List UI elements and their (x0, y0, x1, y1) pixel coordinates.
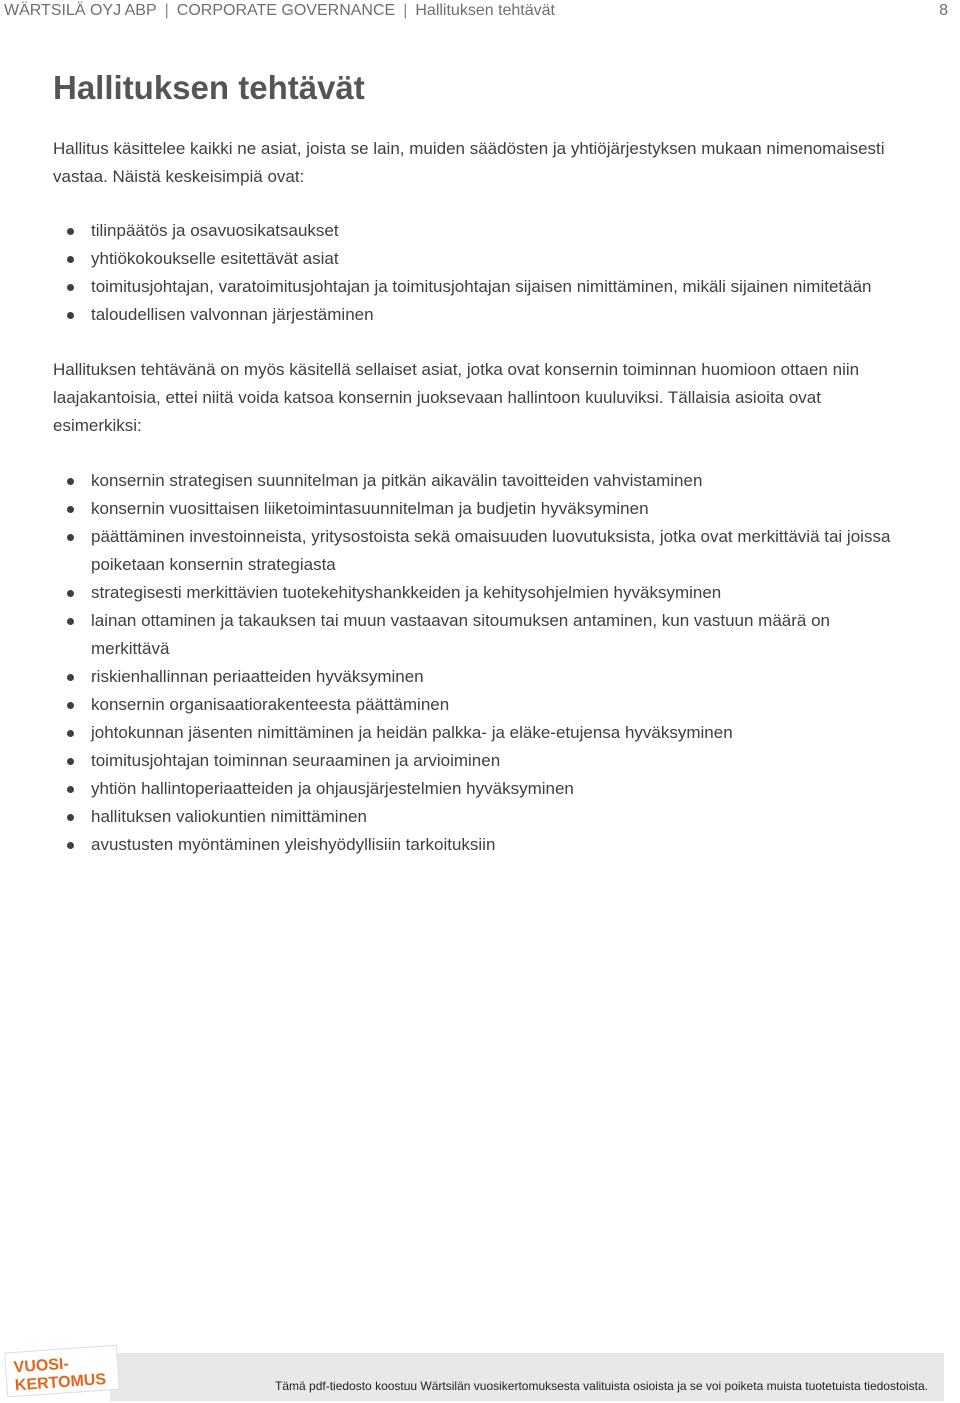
list-item (53, 467, 913, 495)
bullet-icon (67, 786, 74, 793)
list-item-text: yhtiökokoukselle esitettävät asiat (91, 249, 339, 268)
page-title: Hallituksen tehtävät (53, 69, 365, 106)
bullet-icon (67, 312, 74, 319)
list-item-text: päättäminen investoinneista, yritysostoista sekä omaisuuden luovutuksista, jotka ovat merkittäviä tai joissa poiketaan konsernin strategiasta (91, 527, 891, 574)
page-number: 8 (939, 2, 948, 19)
list-item (53, 523, 913, 579)
list-item (53, 495, 913, 523)
bullet-icon (67, 534, 74, 541)
header-page-title: Hallituksen tehtävät (415, 2, 555, 19)
bullet-icon (67, 506, 74, 513)
list-item (53, 245, 913, 273)
list-item (53, 775, 913, 803)
bullet-icon (67, 256, 74, 263)
second-paragraph: Hallituksen tehtävänä on myös käsitellä sellaiset asiat, jotka ovat konsernin toiminnan huomioon ottaen niin laajakantoisia, ettei niitä voida katsoa konsernin juoksevaan hallintoon kuuluviksi. Tällaisia asioita ovat esimerkiksi: (53, 360, 860, 435)
header-section: CORPORATE GOVERNANCE (176, 2, 396, 19)
header-separator: | (164, 2, 169, 19)
footer-note: Tämä pdf-tiedosto koostuu Wärtsilän vuosikertomuksesta valituista osioista ja se voi poiketa muista tuotetuista tiedostoista. (275, 1379, 928, 1393)
list-item-text: tilinpäätös ja osavuosikatsaukset (91, 221, 339, 240)
bullet-icon (67, 590, 74, 597)
list-item-text: hallituksen valiokuntien nimittäminen (91, 807, 367, 826)
example-tasks-list (53, 467, 913, 859)
list-item (53, 607, 913, 663)
logo-text-line2: KERTOMUS (14, 1371, 107, 1395)
list-item (53, 579, 913, 607)
bullet-icon (67, 284, 74, 291)
list-item-text: konsernin organisaatiorakenteesta päättäminen (91, 695, 450, 714)
list-item (53, 831, 913, 859)
footer-band (110, 1353, 944, 1401)
vuosikertomus-logo (4, 1343, 122, 1397)
list-item (53, 803, 913, 831)
list-item-text: johtokunnan jäsenten nimittäminen ja heidän palkka- ja eläke-etujensa hyväksyminen (91, 723, 733, 742)
list-item-text: avustusten myöntäminen yleishyödyllisiin tarkoituksiin (91, 835, 496, 854)
header-separator: | (403, 2, 408, 19)
list-item-text: konsernin strategisen suunnitelman ja pitkän aikavälin tavoitteiden vahvistaminen (91, 471, 703, 490)
header-company: WÄRTSILÄ OYJ ABP (4, 2, 157, 19)
page-header (4, 2, 948, 22)
list-item-text: taloudellisen valvonnan järjestäminen (91, 305, 374, 324)
bullet-icon (67, 702, 74, 709)
list-item (53, 719, 913, 747)
list-item (53, 663, 913, 691)
list-item-text: toimitusjohtajan toiminnan seuraaminen ja arvioiminen (91, 751, 501, 770)
bullet-icon (67, 758, 74, 765)
bullet-icon (67, 730, 74, 737)
list-item (53, 747, 913, 775)
intro-paragraph: Hallitus käsittelee kaikki ne asiat, joista se lain, muiden säädösten ja yhtiöjärjestyksen mukaan nimenomaisesti vastaa. Näistä keskeisimpiä ovat: (53, 139, 885, 186)
bullet-icon (67, 478, 74, 485)
bullet-icon (67, 228, 74, 235)
list-item-text: toimitusjohtajan, varatoimitusjohtajan ja toimitusjohtajan sijaisen nimittäminen, mikäli sijainen nimitetään (91, 277, 872, 296)
page-footer (0, 1333, 960, 1403)
main-content (53, 66, 913, 859)
bullet-icon (67, 842, 74, 849)
list-item (53, 273, 913, 301)
logo-text-line1: VUOSI- (13, 1355, 70, 1377)
list-item-text: lainan ottaminen ja takauksen tai muun vastaavan sitoumuksen antaminen, kun vastuun määrä on merkittävä (91, 611, 831, 658)
list-item (53, 217, 913, 245)
list-item (53, 301, 913, 329)
list-item-text: konsernin vuosittaisen liiketoimintasuunnitelman ja budjetin hyväksyminen (91, 499, 649, 518)
bullet-icon (67, 814, 74, 821)
list-item-text: strategisesti merkittävien tuotekehityshankkeiden ja kehitysohjelmien hyväksyminen (91, 583, 722, 602)
bullet-icon (67, 618, 74, 625)
main-tasks-list (53, 217, 913, 329)
list-item-text: riskienhallinnan periaatteiden hyväksyminen (91, 667, 424, 686)
bullet-icon (67, 674, 74, 681)
list-item-text: yhtiön hallintoperiaatteiden ja ohjausjärjestelmien hyväksyminen (91, 779, 574, 798)
list-item (53, 691, 913, 719)
